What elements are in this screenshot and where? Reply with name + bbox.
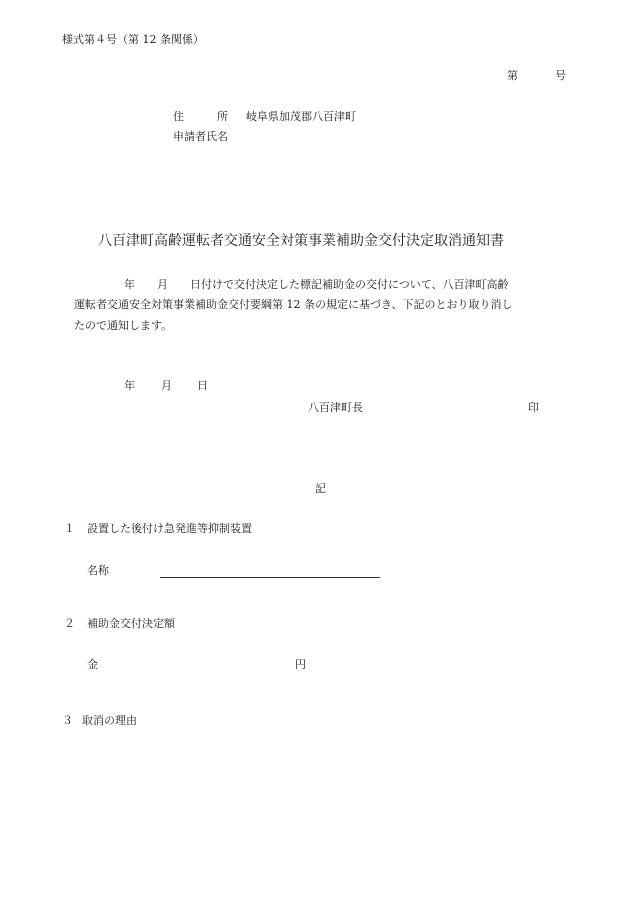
- item-1-title: 設置した後付け急発進等抑制装置: [87, 522, 252, 535]
- address-label: 住 所: [173, 110, 228, 123]
- body-line-1: 年 月 日付けで交付決定した標記補助金の交付について、八百津町高齢: [124, 278, 509, 291]
- date-year: 年: [124, 379, 135, 392]
- applicant-name-label: 申請者氏名: [173, 130, 228, 143]
- date-day: 日: [197, 379, 208, 392]
- body-line-2: 運転者交通安全対策事業補助金交付要綱第 12 条の規定に基づき、下記のとおり取り消し: [74, 298, 513, 311]
- doc-number-go: 号: [555, 69, 566, 82]
- item-3-title: 取消の理由: [82, 714, 137, 727]
- item-1-number: １: [64, 522, 75, 535]
- item-3-number: ３: [62, 714, 73, 727]
- address-value: 岐阜県加茂郡八百津町: [246, 110, 356, 123]
- item-2-title: 補助金交付決定額: [87, 617, 175, 630]
- name-field-underline: [160, 577, 380, 578]
- issuer-name: 八百津町長: [308, 401, 363, 414]
- date-month: 月: [161, 379, 172, 392]
- ki-heading: 記: [315, 482, 326, 495]
- item-1-field-label: 名称: [87, 564, 109, 577]
- form-number: 様式第４号（第 12 条関係）: [62, 33, 204, 46]
- item-2-number: ２: [64, 617, 75, 630]
- body-line-3: たので通知します。: [74, 319, 173, 332]
- item-2-field-label: 金: [87, 658, 98, 671]
- document-title: 八百津町高齢運転者交通安全対策事業補助金交付決定取消通知書: [98, 233, 504, 249]
- seal-mark: 印: [528, 401, 539, 414]
- item-2-unit: 円: [295, 658, 306, 671]
- doc-number-dai: 第: [507, 69, 518, 82]
